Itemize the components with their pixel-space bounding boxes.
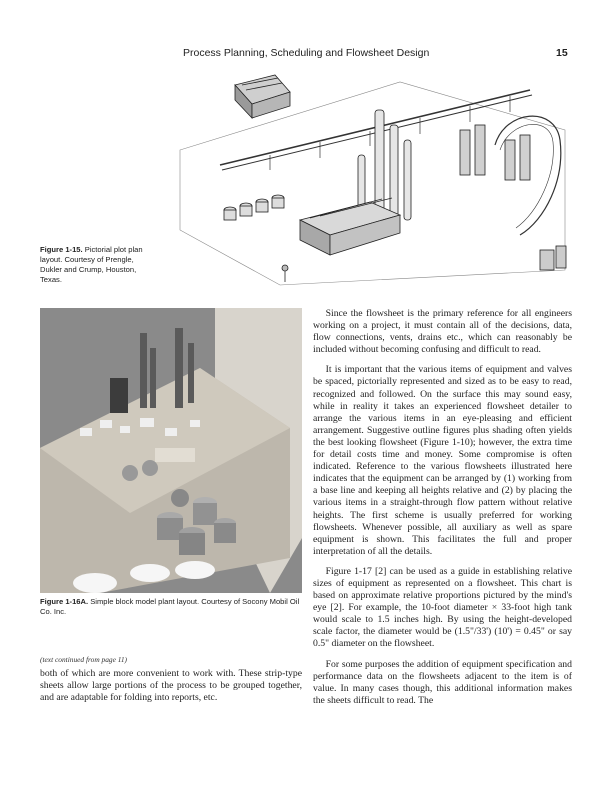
figure-1-15-caption-text: Pictorial plot plan layout. Courtesy of Prengle, Dukler and Crump, Houston, Texas. [40, 245, 143, 284]
page-header [0, 47, 612, 61]
right-column-text [313, 308, 572, 707]
right-paragraph-1: Since the flowsheet is the primary reference for all engineers working on a project, it must contain all of the decisions, data, flow connections, vents, drains etc., which can reasonably be included without becoming confusing and difficult to read. [313, 308, 572, 356]
figure-1-15-caption [40, 245, 150, 285]
plot-ground-plane [180, 82, 565, 285]
figure-1-16a-model-photo [40, 308, 302, 593]
small-equipment-bottom [282, 265, 288, 282]
continued-note: (text continued from page 11) [40, 655, 128, 664]
storage-tanks-row [224, 195, 284, 220]
figure-1-16a-caption [40, 597, 302, 617]
left-column-text [40, 668, 302, 704]
left-paragraph: both of which are more convenient to work with. These strip-type sheets allow large portions of the process to be grouped together, and are adaptable for folding into reports, etc. [40, 668, 302, 704]
right-paragraph-3: Figure 1-17 [2] can be used as a guide in establishing relative sizes of equipment as represented on a flowsheet. This chart is based on approximate relative proportions pictured by the mind's eye [2]. For example, the 10-foot diameter × 33-foot high tank would scale to 1.5 inches high. By using the height-developed scale factor, the diameter would be (1.5"/33') (10') = 0.45" or say 0.5" diameter on the flowsheet. [313, 565, 572, 650]
page-number: 15 [556, 47, 568, 59]
figure-1-15-label: Figure 1-15. [40, 245, 83, 254]
right-paragraph-4: For some purposes the addition of equipment specification and performance data on the flowsheets adjacent to the item is of value. In many cases though, this additional information makes the sheets difficult to read. The [313, 658, 572, 706]
running-head: Process Planning, Scheduling and Flowsheet Design [183, 47, 430, 59]
heaters-right [460, 125, 530, 180]
process-building [300, 198, 400, 255]
tank-farm-bottom-right [540, 246, 566, 270]
right-paragraph-2: It is important that the various items of equipment and valves be spaced, pictorially represented and sized as to be easy to read, recognized and followed. On the surface this may sound easy, while in reality it takes an experienced flowsheet detailer to arrange the various items in an eye-pleasing and efficient arrangement. Suggestive outline figures plus shading often yields the best looking flowsheet (Figure 1-10); however, the extra time for detail costs time and money. Some compromise is often indicated. Reference to the various flowsheets illustrated here indicates that the equipment can be arranged by (1) working from a base line and keeping all heights relative and (2) by placing the various items in a straight-through flow pattern without relative heights. The first scheme is usually preferred for working flowsheets. Whenever possible, all auxiliary as well as spare equipment is shown. This facilitates the full and proper interpretation of all the details. [313, 364, 572, 557]
figure-1-16a-caption-text: Simple block model plant layout. Courtesy of Socony Mobil Oil Co. Inc. [40, 597, 300, 616]
figure-1-16a-label: Figure 1-16A. [40, 597, 89, 606]
figure-1-15-plot-plan [160, 70, 580, 290]
cooling-tower [235, 75, 290, 118]
